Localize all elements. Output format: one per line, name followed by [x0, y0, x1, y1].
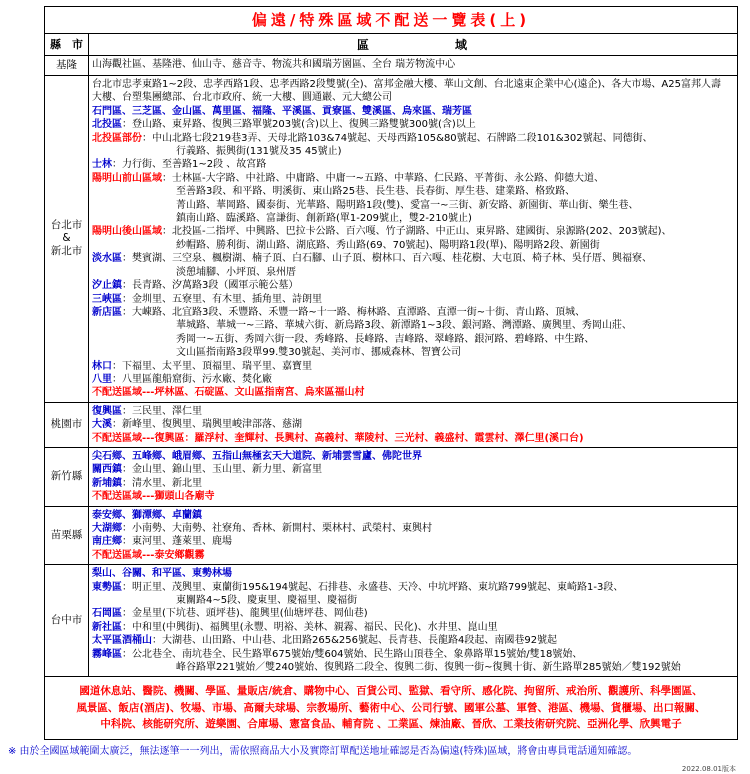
region-text-segment: 林口 — [92, 360, 112, 372]
region-line — [92, 463, 734, 476]
region-cell — [89, 402, 738, 447]
region-line — [92, 185, 734, 198]
region-text-segment: 大湖鄉 — [92, 523, 122, 534]
version-label: 2022.08.01版本 — [681, 764, 736, 773]
county-cell: 新竹縣 — [45, 447, 89, 506]
region-text-segment: 北投區部份 — [92, 132, 142, 144]
region-text-segment: 台北市忠孝東路1~2段、忠孝西路1段、忠孝西路2段雙號(全)、富邦金融大樓、華山文創、台北遠東企業中心(遠企)、各大市場、A25富邦人壽 — [92, 79, 721, 90]
region-line — [92, 450, 734, 463]
region-line — [92, 266, 734, 279]
table-row — [45, 447, 738, 506]
region-text-segment: 文山區指南路3段單99.雙30號起、美河市、挪威森林、智寶公司 — [176, 347, 461, 359]
region-line — [92, 306, 734, 319]
table-row — [45, 506, 738, 565]
region-line — [92, 549, 734, 562]
region-text-segment: ：新峰里、復興里、瑞興里峻津部落、慈湖 — [112, 419, 302, 431]
region-text-segment: 華城路、華城一~三路、華城六街、新烏路3段、新潭路1~3段、銀河路、灣潭路、廣興里、秀岡山莊、 — [176, 320, 632, 332]
region-text-segment: 梨山、谷關、和平區、東勢林場 — [92, 568, 232, 580]
region-line — [92, 346, 734, 359]
region-text-segment: 關西鎮 — [92, 464, 122, 476]
region-line — [92, 621, 734, 634]
region-cell — [89, 506, 738, 565]
region-line — [92, 386, 734, 399]
region-line — [92, 132, 734, 145]
region-text-segment: 不配送區域---泰安鄉觀霧 — [92, 549, 205, 561]
footnote: ※ 由於全國區域範圍太廣泛，無法逐筆一一列出，需依照商品大小及實際訂單配送地址確認是否為偏遠(特殊)區域，將會由專員電話通知確認。 — [8, 745, 638, 757]
table-row — [45, 56, 738, 76]
region-line — [92, 145, 734, 158]
region-line — [92, 199, 734, 212]
restricted-places-line: 中科院、核能研究所、遊樂園、合庫場、憲富食品、輔育院 、工業區、煉油廠、晉欣、工業技術研究院、亞洲化學、欣興電子 — [100, 718, 682, 731]
table-row — [45, 402, 738, 447]
region-line — [92, 432, 734, 445]
table-row — [45, 565, 738, 677]
region-line — [92, 172, 734, 185]
region-text-segment: 太平區酒桶山 — [92, 635, 152, 647]
region-text-segment: 秀岡一~五街、秀岡六街一段、秀峰路、長峰路、吉峰路、翠峰路、銀河路、碧峰路、中生路、 — [176, 333, 595, 345]
region-text-segment: 新店區 — [92, 306, 122, 318]
table-foot-section — [45, 677, 738, 740]
region-text-segment: 不配送區域---獅頭山各廟寺 — [92, 491, 215, 503]
restricted-places-block — [45, 677, 738, 740]
county-cell: 基隆 — [45, 56, 89, 76]
region-text-segment: 不配送區域---復興區：羅浮村、奎輝村、長興村、高義村、華陵村、三光村、義盛村、霞雲村、澤仁里(溪口台) — [92, 432, 584, 444]
region-text-segment: ：公北巷全、南坑巷全、民生路單675號始/雙604號始、民生路山頂巷全、象鼻路單15號始/雙18號始、 — [122, 648, 583, 660]
region-line — [92, 594, 734, 607]
region-line — [92, 567, 734, 580]
region-text-segment: ：力行街、至善路1~2段 、故宮路 — [112, 159, 267, 171]
region-text-segment: 士林 — [92, 159, 112, 171]
region-line — [92, 661, 734, 674]
region-text-segment: 紗帽路、勝利街、湖山路、湖底路、秀山路(69、70號起)、陽明路1段(單)、陽明路2段、新園街 — [176, 239, 600, 251]
region-text-segment: ：東河里、蓬萊里、鹿場 — [122, 536, 232, 548]
region-line — [92, 648, 734, 661]
region-text-segment: ：中山北路七段219巷3弄、天母北路103&74號起、天母西路105&80號起、石牌路二段101&302號起、同德街、 — [142, 132, 653, 144]
region-line — [92, 373, 734, 386]
region-text-segment: 北投區 — [92, 119, 122, 131]
region-line — [92, 91, 734, 104]
region-line — [92, 634, 734, 647]
region-line — [92, 118, 734, 131]
restricted-places-line: 國道休息站、醫院、機關、學區、量販店/統倉、購物中心、百貨公司、監獄、看守所、感化院、拘留所、戒治所、觀護所、科學園區、 — [79, 685, 703, 698]
region-text-segment: ：登山路、東昇路、復興三路單號203號(含)以上、復興三路雙號300號(含)以上 — [122, 119, 476, 131]
column-header-county: 縣 市 — [45, 34, 89, 56]
region-text-segment: 東勢區 — [92, 581, 122, 593]
region-text-segment: 新埔鎮 — [92, 477, 122, 489]
region-line — [92, 535, 734, 548]
region-line — [92, 105, 734, 118]
region-line — [92, 78, 734, 91]
region-line — [92, 239, 734, 252]
region-text-segment: ：樊賓湖、三空泉、楓樹湖、楠子頂、白石腳、山子頂、樹林口、百六嘎、桂花樹、大屯頂、椅子林、吳仔厝、興福寮、 — [122, 253, 652, 265]
region-text-segment: ：中和里(中興街)、福興里(永豐、明裕、美林、親霧、福民、民化)、水井里、崑山里 — [122, 621, 498, 633]
region-text-segment: 不配送區域---坪林區、石碇區、文山區指南宮、烏來區福山村 — [92, 387, 365, 399]
region-line — [92, 158, 734, 171]
region-text-segment: 鎮南山路、臨溪路、富謙街、創新路(單1-209號止，雙2-210號止) — [176, 213, 472, 225]
region-text-segment: ：清水里、新北里 — [122, 477, 202, 489]
region-line — [92, 522, 734, 535]
region-text-segment: 山海觀社區、基隆港、仙山寺、慈音寺、物流共和國瑞芳園區、全台 瑞芳物流中心 — [92, 59, 456, 70]
region-line — [92, 477, 734, 490]
region-line — [92, 581, 734, 594]
region-text-segment: 大樓、台塑集團總部、台北市政府、統一大樓、圓通巖、元大總公司 — [92, 92, 392, 104]
region-line — [92, 405, 734, 418]
region-line — [92, 418, 734, 431]
region-text-segment: ：明正里、茂興里、東蘭街195&194號起、石排巷、永盛巷、天冷、中坑坪路、東坑路799號起、東崎路1-3段、 — [122, 581, 624, 593]
restricted-places-line: 風景區、飯店(酒店)、牧場、市場、高爾夫球場、宗教場所、藝術中心、公司行號、國軍公墓、軍營、港區、機場、貨櫃場、出口報關、 — [76, 701, 706, 714]
region-text-segment: 汐止鎮 — [92, 280, 122, 292]
region-text-segment: ：下福里、太平里、頂福里、瑞平里、嘉寶里 — [112, 360, 312, 372]
region-text-segment: 大溪 — [92, 419, 112, 431]
region-text-segment: ：金山里、錦山里、玉山里、新力里、新富里 — [122, 464, 322, 476]
region-cell — [89, 56, 738, 76]
region-text-segment: 峰谷路單221號始／雙240號始、復興路二段全、復興二街、復興一街~復興十街、新生路單285號始／雙192號始 — [176, 662, 681, 674]
region-text-segment: ：金星里(下坑巷、頭坪巷)、龍興里(仙塘坪巷、岡仙巷) — [122, 608, 368, 620]
region-text-segment: 淡憩埔腳、小坪頂、泉州厝 — [176, 266, 296, 278]
region-text-segment: 南庄鄉 — [92, 536, 122, 548]
table-row — [45, 76, 738, 403]
county-cell: 台中市 — [45, 565, 89, 677]
region-line — [92, 212, 734, 225]
region-text-segment: ：士林區-大字路、中社路、中庸路、中庸一~五路、中華路、仁民路、平菁街、永公路、仰德大道、 — [162, 172, 604, 184]
region-table-body — [45, 56, 738, 677]
region-table — [44, 6, 738, 740]
region-text-segment: 石岡區 — [92, 608, 122, 620]
table-head-section — [45, 7, 738, 56]
region-text-segment: 三峽區 — [92, 293, 122, 305]
region-line — [92, 319, 734, 332]
title-row — [45, 7, 738, 34]
region-text-segment: 尖石鄉、五峰鄉、峨眉鄉、五指山無極玄天大道院、新埔雲雪廬、佛陀世界 — [92, 450, 422, 462]
column-header-region: 區 域 — [89, 34, 738, 56]
region-text-segment: ：長青路、汐萬路3段（國軍示範公墓） — [122, 280, 299, 292]
region-line — [92, 360, 734, 373]
county-cell: 桃園市 — [45, 402, 89, 447]
region-text-segment: 菁山路、華岡路、國泰街、光華路、陽明路1段(雙)、愛富一~三街、新安路、新園街、華山街、樂生巷、 — [176, 199, 639, 211]
region-text-segment: ：八里區龍船窟街、污水廠、焚化廠 — [112, 373, 272, 385]
header-row — [45, 34, 738, 56]
county-cell: 苗栗縣 — [45, 506, 89, 565]
region-text-segment: 至善路3段、和平路、明溪街、東山路25巷、長生巷、長春街、厚生巷、建業路、格致路、 — [176, 186, 576, 198]
region-text-segment: ：金圳里、五寮里、有木里、插角里、詩朗里 — [122, 293, 322, 305]
region-text-segment: 泰安鄉、獅潭鄉、卓蘭鎮 — [92, 509, 202, 521]
region-text-segment: ：北投區-二指坪、中興路、巴拉卡公路、百六嘎、竹子湖路、中正山、東昇路、建國街、泉源路(202、203號起)、 — [162, 226, 672, 238]
region-text-segment: ：三民里、澤仁里 — [122, 405, 202, 417]
region-line — [92, 333, 734, 346]
region-text-segment: 新社區 — [92, 621, 122, 633]
region-cell — [89, 447, 738, 506]
county-cell: 台北市 & 新北市 — [45, 76, 89, 403]
restricted-places-row — [45, 677, 738, 740]
region-line — [92, 293, 734, 306]
region-line — [92, 225, 734, 238]
region-line — [92, 252, 734, 265]
region-text-segment: 行義路、振興街(131號及35 45號止) — [176, 146, 342, 158]
region-text-segment: 石門區、三芝區、金山區、萬里區、福隆、平溪區、貢寮區、雙溪區、烏來區、瑞芳區 — [92, 105, 472, 117]
region-text-segment: ：大湖巷、山田路、中山巷、北田路265&256號起、長青巷、長龍路4段起、南國巷92號起 — [152, 635, 558, 647]
region-cell — [89, 76, 738, 403]
region-text-segment: 八里 — [92, 373, 112, 385]
region-cell — [89, 565, 738, 677]
region-line — [92, 279, 734, 292]
region-text-segment: 陽明山前山區域 — [92, 172, 162, 184]
region-text-segment: ：小南勢、大南勢、社寮角、香林、新開村、栗林村、武榮村、東興村 — [122, 523, 432, 534]
page-title: 偏遠/特殊區域不配送一覽表(上) — [45, 7, 738, 34]
region-text-segment: 東關路4~5段、慶東里、慶福里、慶福街 — [176, 595, 358, 607]
region-text-segment: 淡水區 — [92, 253, 122, 265]
region-line — [92, 58, 734, 71]
region-text-segment: 陽明山後山區域 — [92, 226, 162, 238]
region-line — [92, 509, 734, 522]
region-line — [92, 490, 734, 503]
region-text-segment: 復興區 — [92, 405, 122, 417]
region-line — [92, 607, 734, 620]
region-text-segment: ：大崠路、北宜路3段、禾豐路、禾豐一路~十一路、梅林路、直潭路、直潭一街~十街、青山路、頂城、 — [122, 306, 586, 318]
region-text-segment: 霧峰區 — [92, 648, 122, 660]
